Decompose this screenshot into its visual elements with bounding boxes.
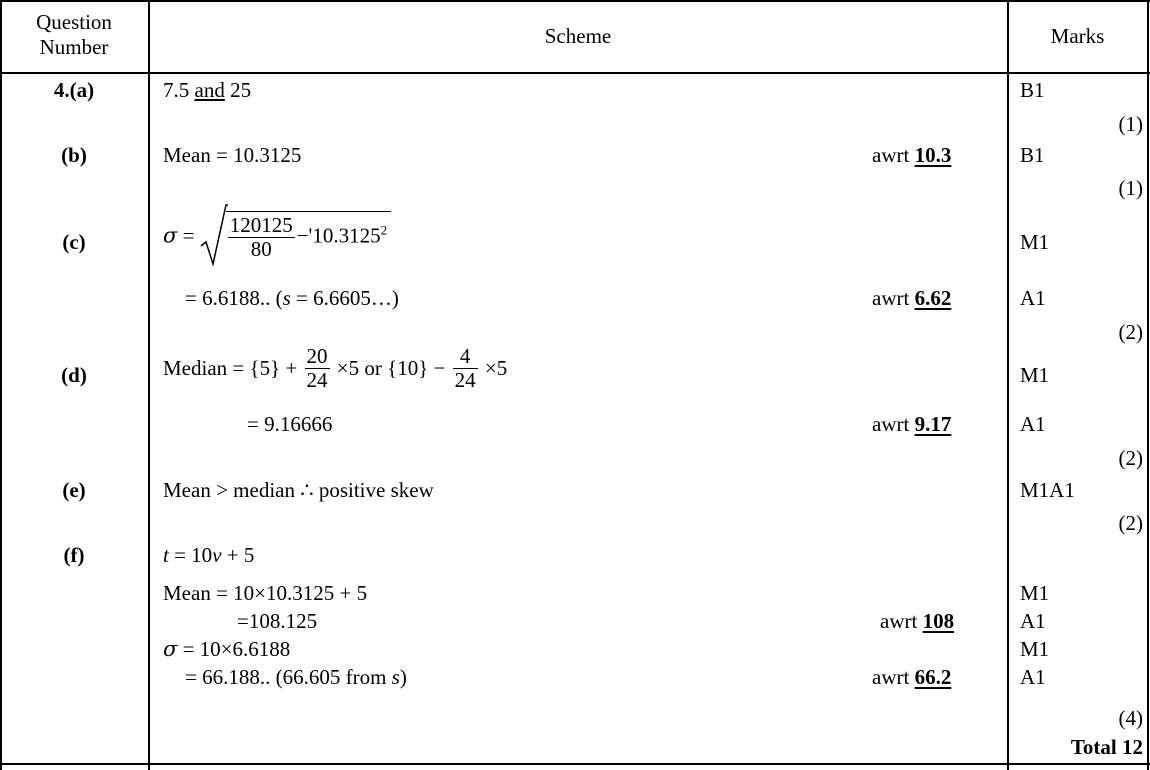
part-d-subtotal: (2): [1118, 446, 1143, 470]
header-scheme: Scheme: [544, 24, 612, 48]
part-b-mark: B1: [1020, 143, 1045, 167]
part-c-subtotal: (2): [1118, 320, 1143, 344]
part-c-mark-2: A1: [1020, 286, 1046, 310]
table-bottom-border: [0, 763, 1150, 765]
part-e-subtotal: (2): [1118, 511, 1143, 535]
part-d-formula: Median = {5} + $\frac{20}{24}$ ×5 or {10} − $\frac{4}{24}$ ×5: [163, 344, 508, 393]
part-f-mean: Mean = 10×10.3125 + 5: [163, 581, 368, 605]
header-question-number: Question Number: [36, 10, 112, 60]
sqrt-icon: [200, 204, 228, 268]
part-c-awrt: awrt 6.62: [872, 286, 952, 310]
part-f-sigma-result: = 66.188.. (66.605 from s): [185, 665, 407, 689]
table-right-border: [1147, 0, 1149, 770]
part-f-mark-4: A1: [1020, 665, 1046, 689]
part-f-label: (f): [63, 543, 85, 567]
part-e-label: (e): [62, 478, 86, 502]
part-f-awrt-2: awrt 66.2: [872, 665, 952, 689]
part-d-awrt: awrt 9.17: [872, 412, 952, 436]
header-marks: Marks: [1050, 24, 1105, 48]
part-f-transform: t = 10v + 5: [163, 543, 255, 567]
part-f-mark-3: M1: [1020, 637, 1050, 661]
part-d-result: = 9.16666: [247, 412, 333, 436]
part-c-formula: σ = $\frac{120125}{80}$ $-'10.3125^2$: [163, 204, 391, 268]
table-top-border: [0, 0, 1150, 2]
header-divider: [0, 72, 1150, 74]
column-divider-2: [1007, 0, 1009, 770]
part-f-subtotal: (4): [1118, 706, 1143, 730]
part-a-label: 4.(a): [53, 78, 95, 102]
part-b-subtotal: (1): [1118, 176, 1143, 200]
part-b-mean: Mean = 10.3125: [163, 143, 302, 167]
part-b-label: (b): [61, 143, 87, 167]
part-a-answer: 7.5 and 25: [163, 78, 252, 102]
part-f-mean-result: =108.125: [237, 609, 318, 633]
part-f-awrt-1: awrt 108: [880, 609, 955, 633]
part-c-mark-1: M1: [1020, 230, 1050, 254]
part-d-label: (d): [61, 363, 87, 387]
part-c-label: (c): [62, 230, 86, 254]
part-e-mark: M1A1: [1020, 478, 1075, 502]
part-f-mark-1: M1: [1020, 581, 1050, 605]
part-f-mark-2: A1: [1020, 609, 1046, 633]
part-a-mark: B1: [1020, 78, 1045, 102]
part-a-subtotal: (1): [1118, 112, 1143, 136]
part-f-sigma: σ = 10×6.6188: [163, 637, 291, 661]
part-b-awrt: awrt 10.3: [872, 143, 952, 167]
part-d-mark-2: A1: [1020, 412, 1046, 436]
part-e-answer: Mean > median ∴ positive skew: [163, 478, 434, 502]
part-d-mark-1: M1: [1020, 363, 1050, 387]
part-c-result: = 6.6188.. (s = 6.6605…): [185, 286, 399, 310]
column-divider-1: [148, 0, 150, 770]
total-marks: Total 12: [1070, 735, 1143, 759]
